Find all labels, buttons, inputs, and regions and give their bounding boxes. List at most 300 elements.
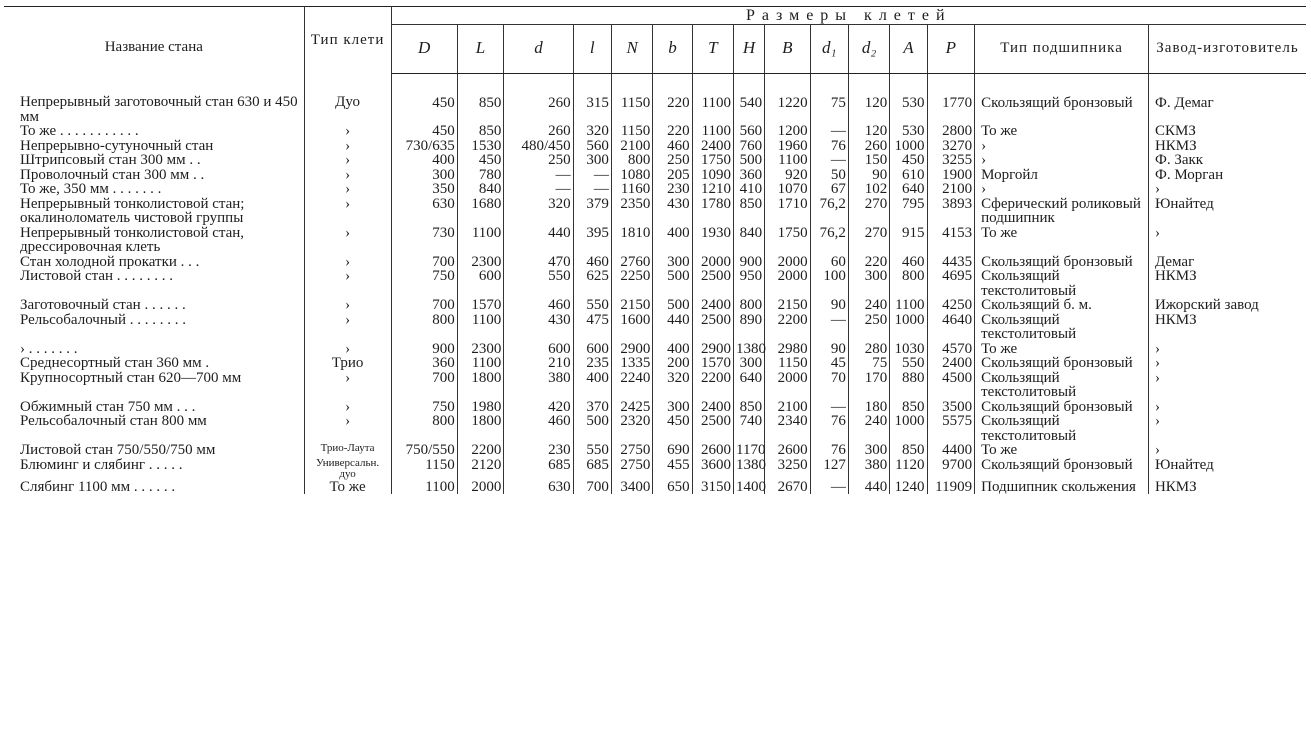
dim-value: — — [810, 400, 848, 415]
dim-value: 1240 — [890, 480, 927, 495]
table-row — [4, 269, 1306, 298]
manufacturer: Ф. Закк — [1154, 152, 1204, 168]
header-dim-l-lower: l — [573, 24, 611, 73]
stand-name: Рельсобалочный стан 800 мм — [4, 414, 304, 443]
dim-value: 2120 — [457, 458, 504, 480]
dim-value: 1750 — [692, 153, 733, 168]
dim-value: 460 — [504, 414, 573, 443]
dim-value: 1150 — [765, 356, 811, 371]
bearing-type: Моргойл — [975, 168, 1149, 183]
manufacturer: Юнайтед — [1154, 195, 1214, 212]
table-row — [4, 443, 1306, 458]
dim-value: 380 — [504, 371, 573, 400]
dim-value: 795 — [890, 197, 927, 226]
header-dim-d: D — [391, 24, 457, 73]
dim-value: — — [573, 182, 611, 197]
dim-value: 200 — [653, 356, 692, 371]
stand-type: Трио-Лаута — [304, 443, 391, 458]
stand-type: › — [304, 298, 391, 313]
dim-value: 1335 — [611, 356, 652, 371]
bearing-type: Скользящий бронзовый — [975, 356, 1149, 371]
table-row — [4, 197, 1306, 226]
dim-value: 400 — [653, 342, 692, 357]
header-dim-l-upper: L — [457, 24, 504, 73]
stand-type: Универсальн. дуо — [304, 458, 391, 480]
bearing-type: › — [975, 139, 1149, 154]
dim-value: 1090 — [692, 168, 733, 183]
dim-value: 500 — [573, 414, 611, 443]
dim-value: 950 — [734, 269, 765, 298]
dim-value: 750 — [391, 269, 457, 298]
stand-name: Слябинг 1100 мм . . . . . . — [4, 480, 304, 495]
dim-value: 1980 — [457, 400, 504, 415]
dim-value: 320 — [653, 371, 692, 400]
dim-value: — — [810, 153, 848, 168]
dim-value: 630 — [504, 480, 573, 495]
dim-value: — — [810, 313, 848, 342]
dim-value: 235 — [573, 356, 611, 371]
stand-name: Блюминг и слябинг . . . . . — [4, 458, 304, 480]
stand-name: Непрерывный тонколистовой стан, дрессировочная клеть — [4, 226, 304, 255]
manufacturer: Ижорский завод — [1154, 297, 1259, 313]
dim-value: 1600 — [611, 313, 652, 342]
table-row — [4, 342, 1306, 357]
dim-value: 850 — [457, 124, 504, 139]
dim-value: 1150 — [611, 73, 652, 124]
bearing-type: › — [975, 182, 1149, 197]
dim-value: 2400 — [927, 356, 975, 371]
dim-value: 300 — [573, 153, 611, 168]
dim-value: 90 — [848, 168, 889, 183]
header-dim-a: A — [890, 24, 927, 73]
table-row — [4, 458, 1306, 480]
dim-value: 2200 — [765, 313, 811, 342]
dim-value: 840 — [457, 182, 504, 197]
dim-value: 2000 — [765, 371, 811, 400]
bearing-type: То же — [975, 226, 1149, 255]
dim-value: 920 — [765, 168, 811, 183]
dim-value: 210 — [504, 356, 573, 371]
stand-name: Среднесортный стан 360 мм . — [4, 356, 304, 371]
dim-value: 1530 — [457, 139, 504, 154]
header-dim-d2: d₂ — [848, 24, 889, 73]
bearing-type: Скользящий бронзовый — [975, 255, 1149, 270]
stand-name: Обжимный стан 750 мм . . . — [4, 400, 304, 415]
dim-value: 3270 — [927, 139, 975, 154]
dim-value: 76,2 — [810, 226, 848, 255]
dim-value: 2200 — [457, 443, 504, 458]
header-dim-d1: d₁ — [810, 24, 848, 73]
table-row — [4, 313, 1306, 342]
manufacturer: Юнайтед — [1154, 456, 1214, 473]
dim-value: 440 — [653, 313, 692, 342]
dim-value: 250 — [653, 153, 692, 168]
dim-value: 350 — [391, 182, 457, 197]
bearing-type: Скользящий текстолитовый — [975, 414, 1149, 443]
dim-value: 480/450 — [504, 139, 573, 154]
dim-value: 2900 — [692, 342, 733, 357]
stand-type: › — [304, 197, 391, 226]
bearing-type: Скользящий текстолитовый — [975, 313, 1149, 342]
dim-value: 220 — [653, 73, 692, 124]
dim-value: 2340 — [765, 414, 811, 443]
dim-value: 850 — [734, 197, 765, 226]
dim-value: 127 — [810, 458, 848, 480]
dim-value: 1000 — [890, 313, 927, 342]
dim-value: 250 — [848, 313, 889, 342]
stand-name: Проволочный стан 300 мм . . — [4, 168, 304, 183]
dim-value: 1680 — [457, 197, 504, 226]
manufacturer: НКМЗ — [1154, 311, 1197, 328]
dim-value: 1080 — [611, 168, 652, 183]
dim-value: 4435 — [927, 255, 975, 270]
table-row — [4, 182, 1306, 197]
dim-value: 780 — [457, 168, 504, 183]
stand-name: Рельсобалочный . . . . . . . . — [4, 313, 304, 342]
table-row — [4, 73, 1306, 124]
dim-value: 600 — [457, 269, 504, 298]
dim-value: 400 — [391, 153, 457, 168]
dim-value: 3150 — [692, 480, 733, 495]
dim-value: 1100 — [765, 153, 811, 168]
stand-type: › — [304, 342, 391, 357]
table-row — [4, 226, 1306, 255]
table-row — [4, 139, 1306, 154]
dim-value: 500 — [734, 153, 765, 168]
header-maker: Завод-изготовитель — [1148, 24, 1306, 73]
dim-value: 2400 — [692, 400, 733, 415]
dim-value: 685 — [573, 458, 611, 480]
stand-type: › — [304, 182, 391, 197]
dim-value: 240 — [848, 414, 889, 443]
dim-value: 2400 — [692, 139, 733, 154]
dim-value: 750 — [391, 400, 457, 415]
dim-value: 915 — [890, 226, 927, 255]
dim-value: 600 — [573, 342, 611, 357]
dim-value: 360 — [734, 168, 765, 183]
dim-value: 60 — [810, 255, 848, 270]
dim-value: 760 — [734, 139, 765, 154]
stand-name: Листовой стан . . . . . . . . — [4, 269, 304, 298]
dim-value: 800 — [391, 313, 457, 342]
dim-value: 650 — [653, 480, 692, 495]
dim-value: 76 — [810, 443, 848, 458]
dim-value: 1200 — [765, 124, 811, 139]
dim-value: 270 — [848, 226, 889, 255]
manufacturer: › — [1154, 340, 1160, 357]
dim-value: 260 — [504, 124, 573, 139]
dim-value: 45 — [810, 356, 848, 371]
dim-value: 4153 — [927, 226, 975, 255]
dim-value: 3400 — [611, 480, 652, 495]
dim-value: 1750 — [765, 226, 811, 255]
dim-value: 900 — [734, 255, 765, 270]
dim-value: 450 — [457, 153, 504, 168]
table-row — [4, 124, 1306, 139]
stand-type: › — [304, 313, 391, 342]
header-dim-n: N — [611, 24, 652, 73]
table-body — [4, 73, 1306, 494]
dim-value: 2300 — [457, 255, 504, 270]
manufacturer: Ф. Морган — [1154, 166, 1224, 183]
dim-value: 550 — [504, 269, 573, 298]
dim-value: 370 — [573, 400, 611, 415]
dim-value: 2240 — [611, 371, 652, 400]
dim-value: 800 — [734, 298, 765, 313]
dim-value: 75 — [810, 73, 848, 124]
dim-value: 2150 — [611, 298, 652, 313]
bearing-type: То же — [975, 124, 1149, 139]
dim-value: 1100 — [692, 73, 733, 124]
header-type: Тип клети — [304, 7, 391, 74]
dim-value: 5575 — [927, 414, 975, 443]
dim-value: 1100 — [391, 480, 457, 495]
dim-value: 530 — [890, 124, 927, 139]
stand-type: Трио — [304, 356, 391, 371]
dim-value: 1780 — [692, 197, 733, 226]
dim-value: 220 — [653, 124, 692, 139]
dim-value: — — [573, 168, 611, 183]
dim-value: 500 — [653, 298, 692, 313]
dim-value: 2100 — [927, 182, 975, 197]
dim-value: 102 — [848, 182, 889, 197]
dim-value: 1380 — [734, 342, 765, 357]
dim-value: 3255 — [927, 153, 975, 168]
manufacturer: Демаг — [1154, 253, 1195, 270]
dim-value: 2100 — [765, 400, 811, 415]
dim-value: 1570 — [692, 356, 733, 371]
header-dim-b-lower: b — [653, 24, 692, 73]
dim-value: 460 — [653, 139, 692, 154]
dim-value: 3600 — [692, 458, 733, 480]
dim-value: 1710 — [765, 197, 811, 226]
dim-value: 1100 — [692, 124, 733, 139]
dim-value: 230 — [653, 182, 692, 197]
manufacturer: СКМЗ — [1154, 123, 1196, 139]
dim-value: 560 — [734, 124, 765, 139]
dim-value: 2300 — [457, 342, 504, 357]
header-dim-p: P — [927, 24, 975, 73]
dim-value: 460 — [890, 255, 927, 270]
stand-name: Заготовочный стан . . . . . . — [4, 298, 304, 313]
manufacturer: › — [1154, 224, 1160, 241]
stand-type: Дуо — [304, 73, 391, 124]
table-row — [4, 480, 1306, 495]
stand-name: Штрипсовый стан 300 мм . . — [4, 153, 304, 168]
bearing-type: Скользящий текстолитовый — [975, 269, 1149, 298]
dim-value: 850 — [734, 400, 765, 415]
dim-value: 380 — [848, 458, 889, 480]
dim-value: 2500 — [692, 313, 733, 342]
dim-value: 2100 — [611, 139, 652, 154]
dim-value: 2400 — [692, 298, 733, 313]
header-dim-b-upper: B — [765, 24, 811, 73]
stand-type: › — [304, 269, 391, 298]
dim-value: 1000 — [890, 139, 927, 154]
dim-value: 4695 — [927, 269, 975, 298]
stand-name: Крупносортный стан 620—700 мм — [4, 371, 304, 400]
dim-value: 100 — [810, 269, 848, 298]
dim-value: 750/550 — [391, 443, 457, 458]
dim-value: 360 — [391, 356, 457, 371]
dim-value: 4500 — [927, 371, 975, 400]
manufacturer: › — [1154, 442, 1160, 458]
stand-type: › — [304, 414, 391, 443]
dim-value: 76 — [810, 414, 848, 443]
dim-value: 2600 — [692, 443, 733, 458]
dim-value: 440 — [504, 226, 573, 255]
stand-name: Непрерывно-сутуночный стан — [4, 139, 304, 154]
dim-value: 180 — [848, 400, 889, 415]
dim-value: 90 — [810, 342, 848, 357]
dim-value: 2000 — [457, 480, 504, 495]
stand-name: Непрерывный заготовочный стан 630 и 450 мм — [4, 73, 304, 124]
dim-value: 1030 — [890, 342, 927, 357]
dim-value: 220 — [848, 255, 889, 270]
dim-value: 90 — [810, 298, 848, 313]
dim-value: 560 — [573, 139, 611, 154]
dim-value: 1220 — [765, 73, 811, 124]
dim-value: 1900 — [927, 168, 975, 183]
table-row — [4, 400, 1306, 415]
dim-value: 270 — [848, 197, 889, 226]
dim-value: 1210 — [692, 182, 733, 197]
dim-value: 475 — [573, 313, 611, 342]
dim-value: 76 — [810, 139, 848, 154]
table-row — [4, 356, 1306, 371]
dim-value: 700 — [391, 371, 457, 400]
dim-value: 840 — [734, 226, 765, 255]
dim-value: 230 — [504, 443, 573, 458]
header-name: Название стана — [4, 7, 304, 74]
dim-value: 2150 — [765, 298, 811, 313]
dim-value: 1160 — [611, 182, 652, 197]
dim-value: 300 — [653, 400, 692, 415]
dim-value: 1770 — [927, 73, 975, 124]
dim-value: 880 — [890, 371, 927, 400]
dim-value: 4570 — [927, 342, 975, 357]
dim-value: 1000 — [890, 414, 927, 443]
dim-value: 3893 — [927, 197, 975, 226]
dim-value: 850 — [890, 443, 927, 458]
dim-value: 3500 — [927, 400, 975, 415]
dim-value: 1810 — [611, 226, 652, 255]
dim-value: — — [810, 480, 848, 495]
header-sizes: Размеры клетей — [391, 7, 1306, 25]
dim-value: 1100 — [457, 356, 504, 371]
dim-value: 2800 — [927, 124, 975, 139]
dim-value: 2670 — [765, 480, 811, 495]
dim-value: 630 — [391, 197, 457, 226]
dim-value: 1960 — [765, 139, 811, 154]
bearing-type: Скользящий б. м. — [975, 298, 1149, 313]
dim-value: 550 — [573, 298, 611, 313]
manufacturer: › — [1154, 413, 1160, 429]
dim-value: 75 — [848, 356, 889, 371]
table-row — [4, 371, 1306, 400]
stand-type: › — [304, 153, 391, 168]
dim-value: 300 — [848, 443, 889, 458]
dim-value: 2350 — [611, 197, 652, 226]
dim-value: 450 — [653, 414, 692, 443]
dim-value: 2425 — [611, 400, 652, 415]
dim-value: 76,2 — [810, 197, 848, 226]
dim-value: 120 — [848, 124, 889, 139]
stand-name: Непрерывный тонколистовой стан; окалиноломатель чистовой группы — [4, 197, 304, 226]
dim-value: 9700 — [927, 458, 975, 480]
dim-value: 2750 — [611, 443, 652, 458]
dim-value: 2900 — [611, 342, 652, 357]
dim-value: 2200 — [692, 371, 733, 400]
dim-value: 1100 — [890, 298, 927, 313]
manufacturer: › — [1154, 398, 1160, 415]
dim-value: 120 — [848, 73, 889, 124]
dim-value: 1930 — [692, 226, 733, 255]
dim-value: 740 — [734, 414, 765, 443]
header-dim-h: H — [734, 24, 765, 73]
manufacturer: › — [1154, 181, 1160, 197]
dim-value: 550 — [573, 443, 611, 458]
dim-value: 700 — [573, 480, 611, 495]
stand-type: › — [304, 168, 391, 183]
dim-value: 730/635 — [391, 139, 457, 154]
header-dim-t: T — [692, 24, 733, 73]
manufacturer: НКМЗ — [1154, 478, 1197, 495]
dim-value: 1150 — [391, 458, 457, 480]
dim-value: 1400 — [734, 480, 765, 495]
dim-value: 450 — [890, 153, 927, 168]
bearing-type: Скользящий бронзовый — [975, 73, 1149, 124]
dim-value: 4640 — [927, 313, 975, 342]
stand-type: То же — [304, 480, 391, 495]
dim-value: 1800 — [457, 414, 504, 443]
dim-value: 260 — [848, 139, 889, 154]
dim-value: 460 — [504, 298, 573, 313]
stand-name: Стан холодной прокатки . . . — [4, 255, 304, 270]
dim-value: 450 — [391, 124, 457, 139]
dim-value: 50 — [810, 168, 848, 183]
dim-value: 550 — [890, 356, 927, 371]
dim-value: 455 — [653, 458, 692, 480]
dim-value: 450 — [391, 73, 457, 124]
dim-value: 440 — [848, 480, 889, 495]
dim-value: 260 — [504, 73, 573, 124]
dim-value: 70 — [810, 371, 848, 400]
dim-value: 800 — [611, 153, 652, 168]
dim-value: 1800 — [457, 371, 504, 400]
dim-value: 2500 — [692, 414, 733, 443]
dim-value: 2250 — [611, 269, 652, 298]
dim-value: — — [810, 124, 848, 139]
stand-type: › — [304, 226, 391, 255]
dim-value: 420 — [504, 400, 573, 415]
stand-type: › — [304, 400, 391, 415]
dim-value: 400 — [573, 371, 611, 400]
manufacturer: › — [1154, 369, 1160, 386]
dim-value: 300 — [734, 356, 765, 371]
dim-value: 2000 — [765, 255, 811, 270]
dim-value: 67 — [810, 182, 848, 197]
dim-value: 800 — [890, 269, 927, 298]
mill-stands-table — [4, 6, 1306, 494]
dim-value: 2000 — [692, 255, 733, 270]
dim-value: 410 — [734, 182, 765, 197]
stand-type: › — [304, 139, 391, 154]
dim-value: 2500 — [692, 269, 733, 298]
dim-value: 315 — [573, 73, 611, 124]
dim-value: 300 — [391, 168, 457, 183]
dim-value: 320 — [504, 197, 573, 226]
